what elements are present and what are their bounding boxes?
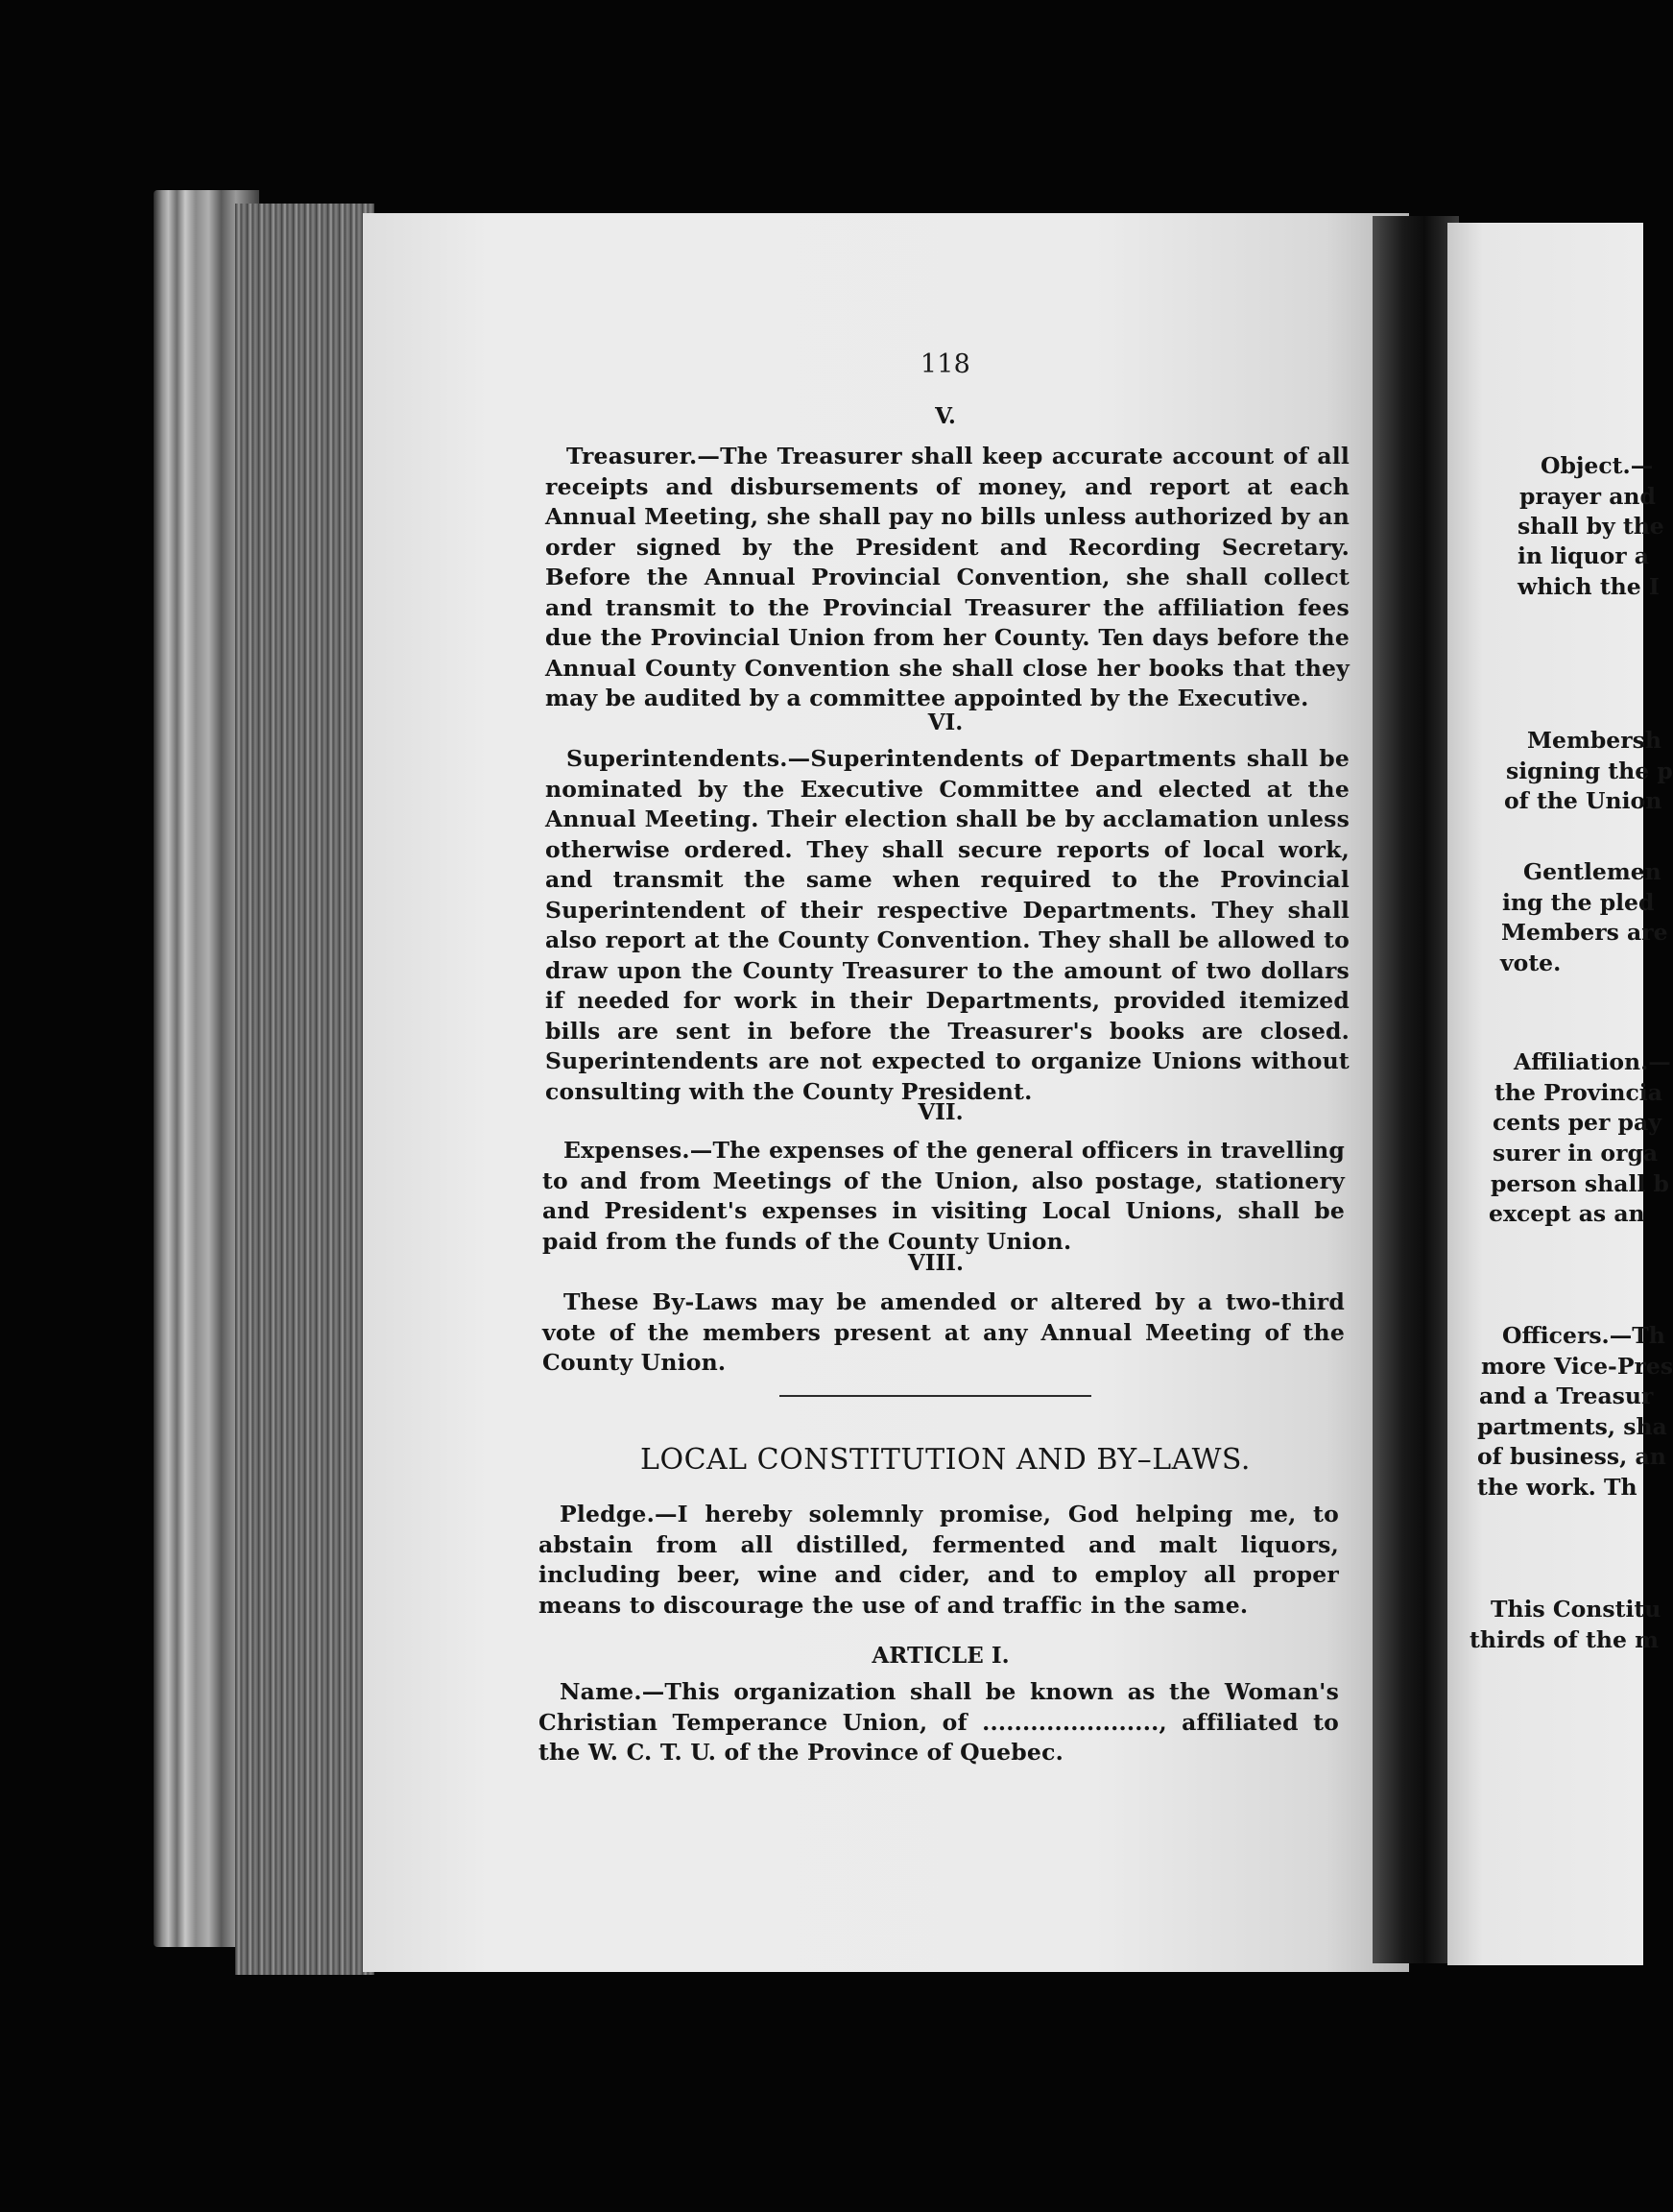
right-line: cents per pay [1493, 1109, 1661, 1136]
article-name-paragraph: Name.—This organization shall be known as the Woman's Christian Temperance Union, of ......................, affiliated to the W. C. T. U. of the Province of Quebec. [538, 1678, 1339, 1766]
bylaws-amend-paragraph: These By-Laws may be amended or altered by a two-third vote of the members present at any Annual Meeting of the County Union. [542, 1288, 1345, 1376]
pledge-paragraph: Pledge.—I hereby solemnly promise, God helping me, to abstain from all distilled, fermented and malt liquors, including beer, wine and cider, and to employ all proper means to discourage the use of and traffic in the same. [538, 1501, 1339, 1619]
section-vii-body [542, 1136, 1345, 1257]
right-line: Members are [1501, 919, 1668, 946]
right-line: and a Treasur [1479, 1382, 1654, 1409]
section-vi-body [545, 744, 1350, 1107]
right-line: Gentlemen [1523, 858, 1661, 885]
right-line: the Provincia [1494, 1079, 1662, 1106]
section-heading-vii: VII. [918, 1099, 964, 1125]
article-block [538, 1677, 1339, 1768]
right-line: shall by the [1518, 513, 1664, 540]
right-line: except as an [1489, 1200, 1645, 1227]
right-line: more Vice-Pres [1481, 1353, 1673, 1380]
right-line: the work. Th [1477, 1474, 1637, 1501]
section-heading-v: V. [935, 403, 956, 429]
section-viii-body [542, 1287, 1345, 1379]
section-heading-vi: VI. [927, 709, 964, 735]
section-heading-viii: VIII. [907, 1250, 965, 1276]
right-line: Membersh [1527, 727, 1661, 754]
page-number: 118 [920, 349, 971, 379]
right-line: ing the pled [1502, 889, 1655, 916]
right-line: in liquor a [1518, 542, 1650, 569]
pledge-block [538, 1500, 1339, 1621]
right-line: This Constitu [1491, 1596, 1661, 1623]
section-v-body [545, 442, 1350, 714]
right-line: thirds of the m [1470, 1626, 1659, 1653]
superintendents-paragraph: Superintendents.—Superintendents of Departments shall be nominated by the Executive Committee and elected at the Annual Meeting. Their election shall be by acclamation unless otherwise ordered. They shall secure reports of local work, and transmit the same when required to the Provincial Superintendent of their respective Departments. They shall also report at the County Convention. They shall be allowed to draw upon the County Treasurer to the amount of two dollars if needed for work in their Departments, provided itemized bills are sent in before the Treasurer's books are closed. Superintendents are not expected to organize Unions without consulting with the County President. [545, 745, 1350, 1105]
right-line: Officers.—Th [1502, 1322, 1665, 1349]
expenses-paragraph: Expenses.—The expenses of the general officers in travelling to and from Meetings of the Union, also postage, stationery and President's expenses in visiting Local Unions, shall be paid from the funds of the County Union. [542, 1137, 1345, 1255]
treasurer-paragraph: Treasurer.—The Treasurer shall keep accurate account of all receipts and disbursements of money, and report at each Annual Meeting, she shall pay no bills unless authorized by an order signed by the President and Recording Secretary. Before the Annual Provincial Convention, she shall collect and transmit to the Provincial Treasurer the affiliation fees due the Provincial Union from her County. Ten days before the Annual County Convention she shall close her books that they may be audited by a committee appointed by the Executive. [545, 443, 1350, 711]
section-divider [779, 1395, 1091, 1397]
right-line: person shall b [1491, 1170, 1669, 1197]
page-stack-edge [235, 204, 374, 1975]
article-heading: ARTICLE I. [872, 1643, 1010, 1669]
right-line: signing the p [1506, 757, 1673, 784]
book-gutter [1373, 216, 1459, 1963]
right-line: which the I [1518, 573, 1660, 600]
local-constitution-title: LOCAL CONSTITUTION AND BY–LAWS. [640, 1443, 1251, 1477]
right-line: partments, sha [1477, 1413, 1667, 1440]
right-line: of business, an [1477, 1443, 1666, 1470]
right-line: Affiliation.— [1514, 1048, 1671, 1075]
right-line: vote. [1500, 950, 1562, 976]
right-line: of the Union [1504, 787, 1662, 814]
right-line: Object.— [1541, 452, 1654, 479]
right-line: surer in orga [1493, 1140, 1659, 1166]
right-line: prayer and [1519, 483, 1656, 510]
